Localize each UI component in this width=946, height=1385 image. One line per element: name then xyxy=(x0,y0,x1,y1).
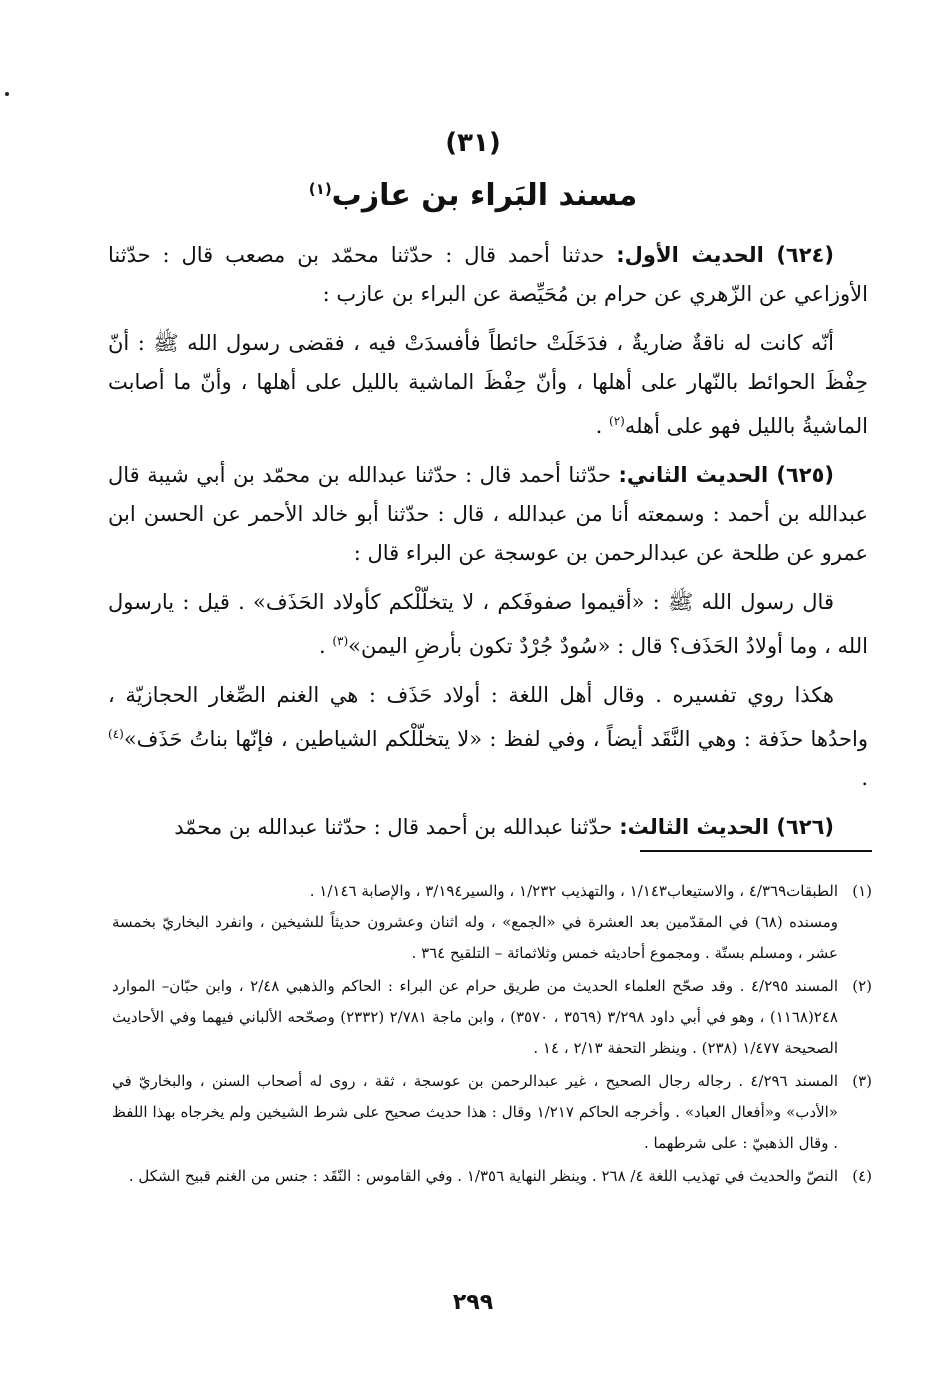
footnote-ref: (٢) xyxy=(609,414,625,428)
paragraph-tail: . xyxy=(861,766,868,790)
paragraph xyxy=(108,324,868,446)
title-text: مسند البَراء بن عازب xyxy=(331,178,638,213)
paragraph xyxy=(108,236,868,314)
footnote-number: (٤) xyxy=(852,1167,872,1185)
paragraph-text: أنّه كانت له ناقةٌ ضاريةٌ ، فدَخَلَتْ حائطاً فأفسدَتْ فيه ، فقضى رسول الله ﷺ : أنّ حِفْظَ الحوائط بالنّهار على أهلها ، وأنّ حِفْظَ الماشية بالليل على أهلها ، وأنّ ما أصابت الماشيةُ بالليل فهو على أهله xyxy=(108,331,868,438)
hadith-heading: (٦٢٦) الحديث الثالث: xyxy=(619,815,834,839)
page-number: ٢٩٩ xyxy=(452,1290,494,1315)
footnotes xyxy=(112,876,872,1194)
hadith-heading: (٦٢٤) الحديث الأول: xyxy=(616,243,834,267)
footnote-divider xyxy=(640,850,872,852)
footnote xyxy=(112,876,872,969)
footnote xyxy=(112,1161,872,1192)
paragraph xyxy=(108,808,868,847)
title-footnote-ref: (١) xyxy=(308,180,332,198)
footnote-number: (٢) xyxy=(852,977,872,995)
paragraph xyxy=(108,583,868,666)
footnote xyxy=(112,971,872,1064)
footnote-line: المسند ٤/٢٩٦ . رجاله رجال الصحيح ، غير عبدالرحمن بن عوسجة ، ثقة ، روى له أصحاب السنن ، والبخاريّ في «الأدب» و«أفعال العباد» . وأخرجه الحاكم ١/٢١٧ وقال : هذا حديث صحيح على شرط الشيخين ولم يخرجاه بهذا اللفظ . وقال الذهبيّ : على شرطهما . xyxy=(112,1072,838,1152)
footnote-line: المسند ٤/٢٩٥ . وقد صحّح العلماء الحديث من طريق حرام عن البراء : الحاكم والذهبي ٢/٤٨ ، وابن حبّان– الموارد ٢٤٨(١١٦٨) ، وهو في أبي داود ٣/٢٩٨ (٣٥٦٩ ، ٣٥٧٠) ، وابن ماجة ٢/٧٨١ (٢٣٣٢) وصحّحه الألباني فيهما وفي الأحاديث الصحيحة ١/٤٧٧ (٢٣٨) . وينظر التحفة ٢/١٣ ، ١٤ . xyxy=(112,977,838,1057)
section-number: (٣١) xyxy=(445,128,501,158)
footnote xyxy=(112,1066,872,1159)
footnote-line: الطبقات٤/٣٦٩ ، والاستيعاب١/١٤٣ ، والتهذيب ١/٢٣٢ ، والسير٣/١٩٤ ، والإصابة ١/١٤٦ . xyxy=(309,882,838,900)
paragraph-text: حدّثنا عبدالله بن أحمد قال : حدّثنا عبدالله بن محمّد xyxy=(174,815,620,839)
paragraph-text: قال رسول الله ﷺ : «أقيموا صفوفَكم ، لا يتخلّلْكم كأولاد الحَذَف» . قيل : يارسول الله ، وما أولادُ الحَذَف؟ قال : «سُودٌ جُرْدٌ تكون بأرضِ اليمن» xyxy=(108,590,868,658)
paragraph xyxy=(108,676,868,798)
footnote-number: (٣) xyxy=(852,1072,872,1090)
margin-mark xyxy=(5,92,9,96)
footnote-line: ومسنده (٦٨) في المقدّمين بعد العشرة في «الجمع» ، وله اثنان وعشرون حديثاً للشيخين ، وانفرد البخاريّ بخمسة عشر ، ومسلم بستّة . ومجموع أحاديثه خمس وثلاثمائة – التلقيح ٣٦٤ . xyxy=(112,913,838,962)
paragraph-tail: . xyxy=(595,414,609,438)
paragraph xyxy=(108,456,868,573)
main-text xyxy=(108,236,868,857)
footnote-line: النصّ والحديث في تهذيب اللغة ٤/ ٢٦٨ . وينظر النهاية ١/٣٥٦ . وفي القاموس : النّقَد : جنس من الغنم قبيح الشكل . xyxy=(128,1167,838,1185)
paragraph-text: حدّثنا أحمد قال : حدّثنا عبدالله بن محمّد بن أبي شيبة قال عبدالله بن أحمد : وسمعته أنا من عبدالله ، قال : حدّثنا أبو خالد الأحمر عن الحسن ابن عمرو عن طلحة عن عبدالرحمن بن عوسجة عن البراء قال : xyxy=(108,463,868,565)
footnote-ref: (٤) xyxy=(108,727,124,741)
paragraph-tail: . xyxy=(318,634,333,658)
footnote-ref: (٣) xyxy=(332,634,349,648)
paragraph-text: هكذا روي تفسيره . وقال أهل اللغة : أولاد حَذَف : هي الغنم الصِّغار الحجازيّة ، واحدُها حذَفة : وهي النَّقَد أيضاً ، وفي لفظ : «لا يتخلّلْكم الشياطين ، فإنّها بناتُ حَذَف» xyxy=(108,683,868,751)
paragraph-text: حدثنا أحمد قال : حدّثنا محمّد بن مصعب قال : حدّثنا الأوزاعي عن الزّهري عن حرام بن مُحَيِّصة عن البراء بن عازب : xyxy=(108,243,868,306)
footnote-number: (١) xyxy=(852,882,872,900)
hadith-heading: (٦٢٥) الحديث الثاني: xyxy=(618,463,834,487)
page-title xyxy=(0,178,946,213)
